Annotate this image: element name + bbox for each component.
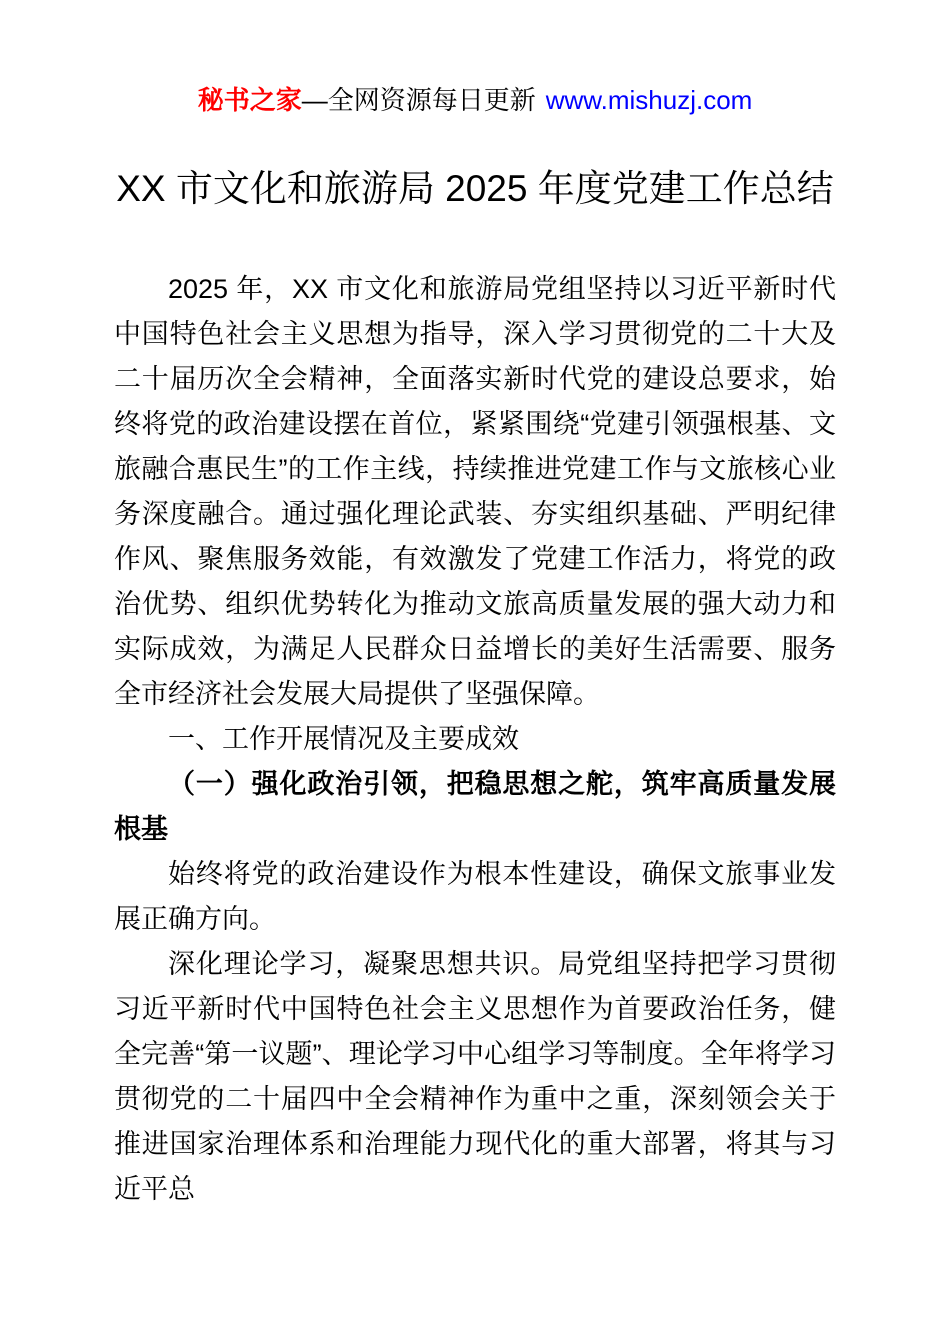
section-heading-1: 一、工作开展情况及主要成效 <box>168 724 519 754</box>
paragraph-theory-study: 深化理论学习，凝聚思想共识。局党组坚持把学习贯彻习近平新时代中国特色社会主义思想作为首要政治任务，健全完善“第一议题”、理论学习中心组学习等制度。全年将学习贯彻党的二十届四中全会精神作为重中之重，深刻领会关于推进国家治理体系和治理能力现代化的重大部署，将其与习近平总 <box>114 949 836 1204</box>
subsection-heading-1-1: （一）强化政治引领，把稳思想之舵，筑牢高质量发展根基 <box>114 769 836 844</box>
site-tagline: 全网资源每日更新 <box>327 85 536 115</box>
site-header <box>0 0 950 116</box>
site-brand-text: 秘书之家 <box>197 85 302 115</box>
document-body <box>114 267 836 1212</box>
paragraph-political-construction: 始终将党的政治建设作为根本性建设，确保文旅事业发展正确方向。 <box>114 859 836 934</box>
paragraph-intro: 2025 年，XX 市文化和旅游局党组坚持以习近平新时代中国特色社会主义思想为指导，深入学习贯彻党的二十大及二十届历次全会精神，全面落实新时代党的建设总要求，始终将党的政治建设摆在首位，紧紧围绕“党建引领强根基、文旅融合惠民生”的工作主线，持续推进党建工作与文旅核心业务深度融合。通过强化理论武装、夯实组织基础、严明纪律作风、聚焦服务效能，有效激发了党建工作活力，将党的政治优势、组织优势转化为推动文旅高质量发展的强大动力和实际成效，为满足人民群众日益增长的美好生活需要、服务全市经济社会发展大局提供了坚强保障。 <box>114 274 836 709</box>
brand-dash-separator: — <box>301 85 328 115</box>
site-url-link[interactable]: www.mishuzj.com <box>545 85 753 115</box>
document-title: XX 市文化和旅游局 2025 年度党建工作总结 <box>116 168 834 209</box>
